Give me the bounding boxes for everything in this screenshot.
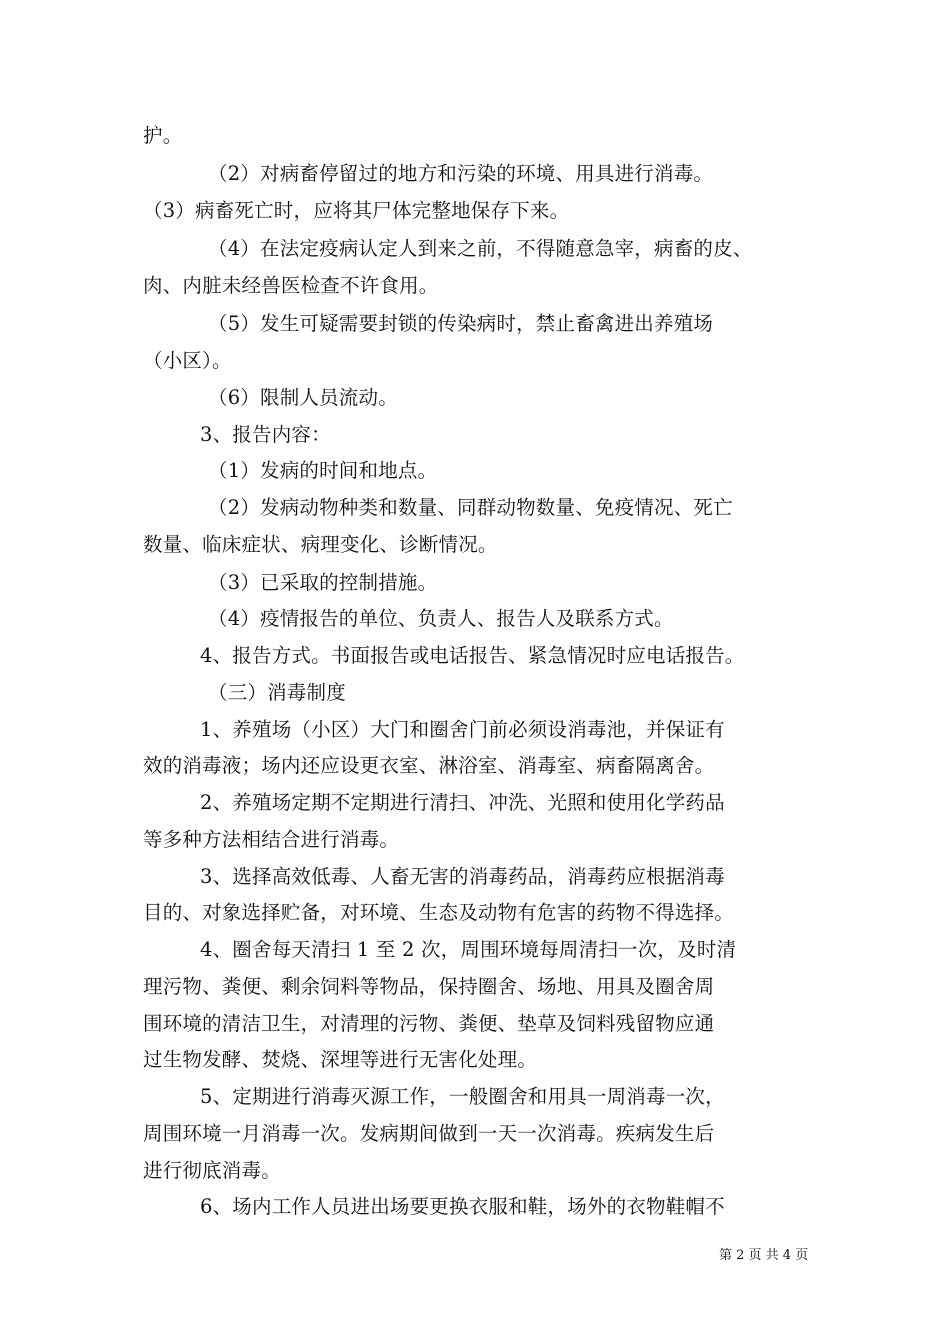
text-line: （2）发病动物种类和数量、同群动物数量、免疫情况、死亡 xyxy=(208,496,733,519)
text-line: （3）病畜死亡时，应将其尸体完整地保存下来。 xyxy=(143,199,570,222)
text-line: 3、选择高效低毒、人畜无害的消毒药品，消毒药应根据消毒 xyxy=(200,865,725,888)
text-line: （2）对病畜停留过的地方和污染的环境、用具进行消毒。 xyxy=(208,162,714,185)
text-line: 5、定期进行消毒灭源工作，一般圈舍和用具一周消毒一次， xyxy=(200,1085,725,1108)
text-line: 2、养殖场定期不定期进行清扫、冲洗、光照和使用化学药品 xyxy=(200,791,725,814)
page-number: 第 2 页 共 4 页 xyxy=(719,1248,809,1263)
text-line: 肉、内脏未经兽医检查不许食用。 xyxy=(143,274,439,297)
text-line: 目的、对象选择贮备，对环境、生态及动物有危害的药物不得选择。 xyxy=(143,901,735,924)
text-line: 围环境的清洁卫生，对清理的污物、粪便、垫草及饲料残留物应通 xyxy=(143,1012,715,1035)
text-line: （3）已采取的控制措施。 xyxy=(208,571,438,594)
text-line: 进行彻底消毒。 xyxy=(143,1159,281,1182)
text-line: 3、报告内容： xyxy=(200,423,331,446)
text-line: 6、场内工作人员进出场要更换衣服和鞋，场外的衣物鞋帽不 xyxy=(200,1195,725,1218)
text-line: 过生物发酵、焚烧、深埋等进行无害化处理。 xyxy=(143,1048,538,1071)
text-line: 4、圈舍每天清扫 1 至 2 次，周围环境每周清扫一次，及时清 xyxy=(200,938,737,961)
text-line: 周围环境一月消毒一次。发病期间做到一天一次消毒。疾病发生后 xyxy=(143,1122,715,1145)
text-line: 等多种方法相结合进行消毒。 xyxy=(143,828,400,851)
text-line: （4）疫情报告的单位、负责人、报告人及联系方式。 xyxy=(208,607,674,630)
text-line: 4、报告方式。书面报告或电话报告、紧急情况时应电话报告。 xyxy=(200,644,745,667)
text-line: 护。 xyxy=(143,124,183,147)
text-line: 效的消毒液；场内还应设更衣室、淋浴室、消毒室、病畜隔离舍。 xyxy=(143,754,715,777)
text-line: （小区）。 xyxy=(143,349,232,372)
text-line: （5）发生可疑需要封锁的传染病时，禁止畜禽进出养殖场 xyxy=(208,312,714,335)
text-line: （6）限制人员流动。 xyxy=(208,386,398,409)
text-line: 数量、临床症状、病理变化、诊断情况。 xyxy=(143,533,498,556)
text-line: （1）发病的时间和地点。 xyxy=(208,459,438,482)
text-line: （4）在法定疫病认定人到来之前，不得随意急宰，病畜的皮、 xyxy=(208,237,753,260)
text-line: 理污物、粪便、剩余饲料等物品，保持圈舍、场地、用具及圈舍周 xyxy=(143,975,715,998)
text-line: 1、养殖场（小区）大门和圈舍门前必须设消毒池，并保证有 xyxy=(200,718,725,741)
section-heading: （三）消毒制度 xyxy=(208,681,346,704)
